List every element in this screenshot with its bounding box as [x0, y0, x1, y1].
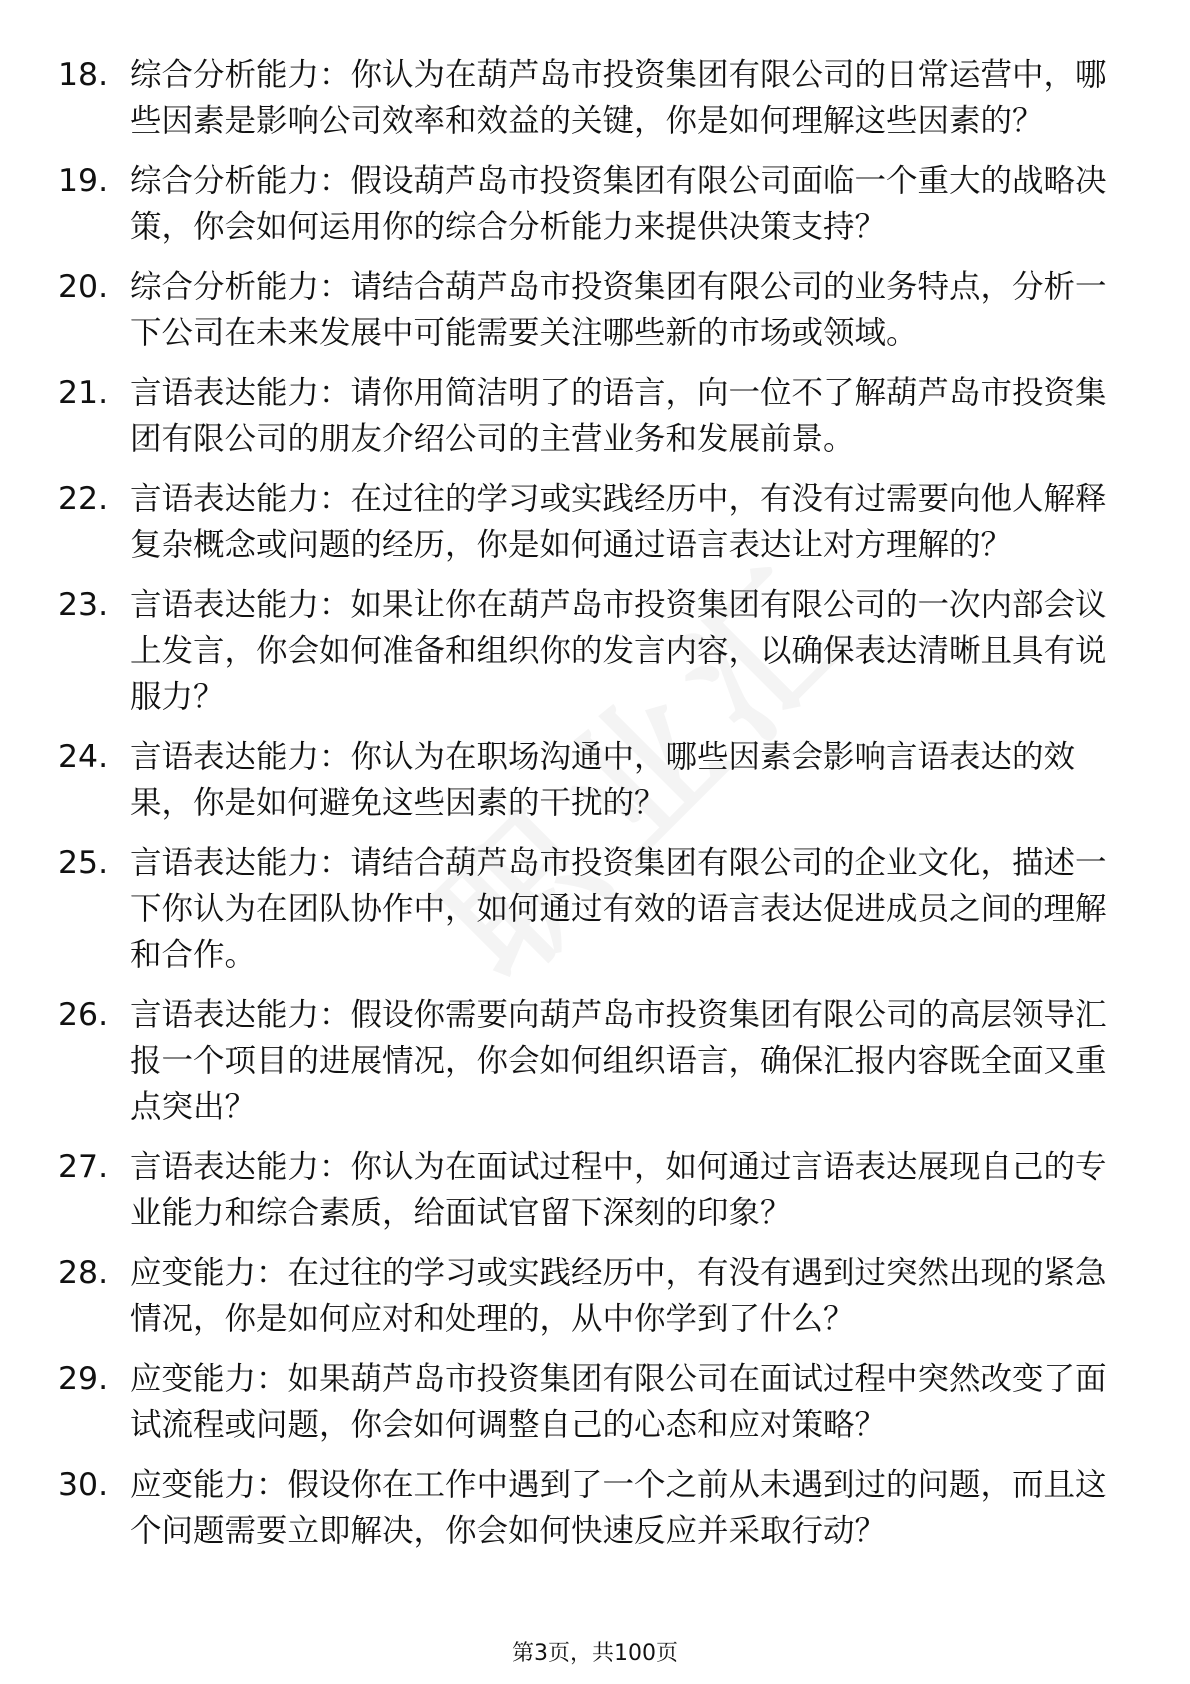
question-number: 25. [58, 845, 109, 881]
list-item [58, 992, 1108, 1130]
question-number: 23. [58, 587, 109, 623]
list-item [58, 476, 1108, 568]
list-item [58, 734, 1108, 826]
list-item [58, 52, 1108, 144]
question-text: 应变能力：在过往的学习或实践经历中，有没有遇到过突然出现的紧急情况，你是如何应对和处理的，从中你学到了什么？ [130, 1255, 1107, 1337]
question-number: 20. [58, 269, 109, 305]
question-text: 应变能力：如果葫芦岛市投资集团有限公司在面试过程中突然改变了面试流程或问题，你会如何调整自己的心态和应对策略？ [130, 1361, 1107, 1443]
question-number: 21. [58, 375, 109, 411]
question-text: 言语表达能力：请你用简洁明了的语言，向一位不了解葫芦岛市投资集团有限公司的朋友介绍公司的主营业务和发展前景。 [130, 375, 1107, 457]
list-item [58, 1144, 1108, 1236]
list-item [58, 264, 1108, 356]
question-text: 言语表达能力：在过往的学习或实践经历中，有没有过需要向他人解释复杂概念或问题的经历，你是如何通过语言表达让对方理解的？ [130, 481, 1107, 563]
list-item [58, 1462, 1108, 1554]
question-number: 26. [58, 997, 109, 1033]
question-number: 22. [58, 481, 109, 517]
question-number: 18. [58, 57, 109, 93]
question-number: 28. [58, 1255, 109, 1291]
question-number: 29. [58, 1361, 109, 1397]
list-item [58, 840, 1108, 978]
list-item [58, 1250, 1108, 1342]
question-text: 应变能力：假设你在工作中遇到了一个之前从未遇到过的问题，而且这个问题需要立即解决，你会如何快速反应并采取行动？ [130, 1467, 1107, 1549]
question-number: 24. [58, 739, 109, 775]
question-text: 言语表达能力：请结合葫芦岛市投资集团有限公司的企业文化，描述一下你认为在团队协作中，如何通过有效的语言表达促进成员之间的理解和合作。 [130, 845, 1107, 973]
question-number: 27. [58, 1149, 109, 1185]
list-item [58, 582, 1108, 720]
question-number: 30. [58, 1467, 109, 1503]
page-number: 第3页，共100页 [512, 1641, 678, 1666]
question-text: 言语表达能力：如果让你在葫芦岛市投资集团有限公司的一次内部会议上发言，你会如何准备和组织你的发言内容，以确保表达清晰且具有说服力？ [130, 587, 1107, 715]
question-text: 综合分析能力：请结合葫芦岛市投资集团有限公司的业务特点，分析一下公司在未来发展中可能需要关注哪些新的市场或领域。 [130, 269, 1107, 351]
question-text: 言语表达能力：你认为在职场沟通中，哪些因素会影响言语表达的效果，你是如何避免这些因素的干扰的？ [130, 739, 1076, 821]
question-text: 言语表达能力：假设你需要向葫芦岛市投资集团有限公司的高层领导汇报一个项目的进展情况，你会如何组织语言，确保汇报内容既全面又重点突出？ [130, 997, 1107, 1125]
list-item [58, 158, 1108, 250]
question-list [58, 52, 1108, 1568]
question-text: 综合分析能力：假设葫芦岛市投资集团有限公司面临一个重大的战略决策，你会如何运用你的综合分析能力来提供决策支持？ [130, 163, 1107, 245]
question-text: 综合分析能力：你认为在葫芦岛市投资集团有限公司的日常运营中，哪些因素是影响公司效率和效益的关键，你是如何理解这些因素的？ [130, 57, 1107, 139]
list-item [58, 1356, 1108, 1448]
question-number: 19. [58, 163, 109, 199]
list-item [58, 370, 1108, 462]
question-text: 言语表达能力：你认为在面试过程中，如何通过言语表达展现自己的专业能力和综合素质，给面试官留下深刻的印象？ [130, 1149, 1107, 1231]
